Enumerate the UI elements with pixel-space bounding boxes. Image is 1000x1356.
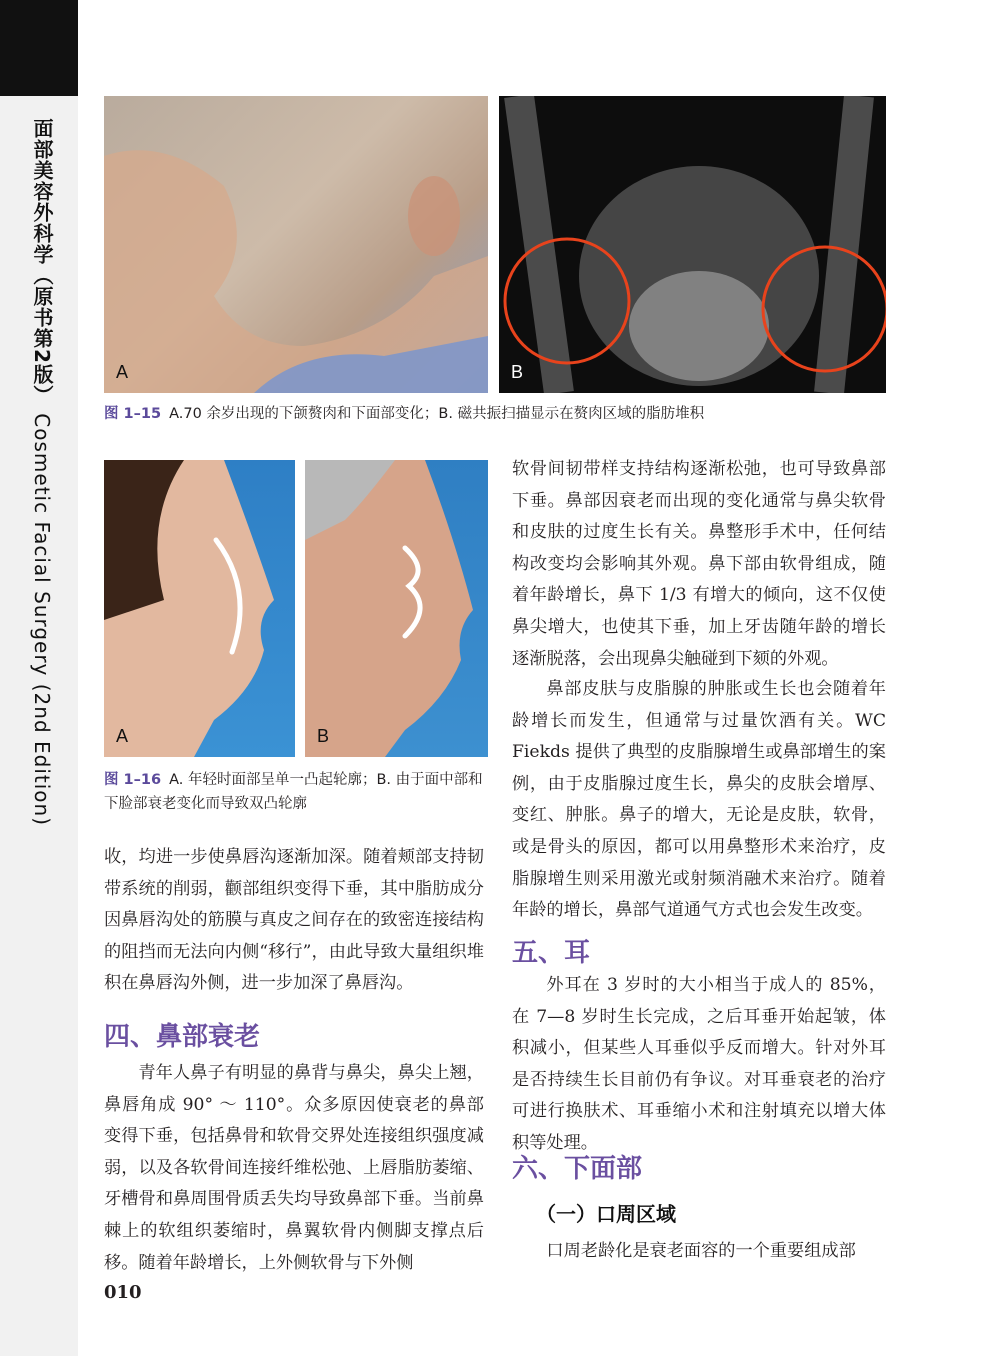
figure-label-b: B <box>511 362 524 382</box>
figure-label-a: A <box>116 726 129 746</box>
left-paragraph-2: 青年人鼻子有明显的鼻背与鼻尖，鼻尖上翘，鼻唇角成 90° ～ 110°。众多原因使衰老的鼻部变得下垂，包括鼻骨和软骨交界处连接组织强度减弱，以及各软骨间连接纤维松弛、上唇脂肪萎缩、牙槽骨和鼻周围骨质丢失均导致鼻部下垂。当前鼻棘上的软组织萎缩时，鼻翼软骨内侧脚支撑点后移。随着年龄增长，上外侧软骨与下外侧 <box>104 1063 484 1273</box>
figure-number: 图 1–15 <box>104 406 162 422</box>
right-paragraph-4: 口周老龄化是衰老面容的一个重要组成部 <box>546 1241 856 1261</box>
book-title-cn: 面部美容外科学（原书第2版） <box>30 118 54 406</box>
right-paragraph-3: 外耳在 3 岁时的大小相当于成人的 85%，在 7—8 岁时生长完成，之后耳垂开始起皱，体积减小，但某些人耳垂似乎反而增大。针对外耳是否持续生长目前仍有争议。对耳垂衰老的治疗可进行换肤术、耳垂缩小术和注射填充以增大体积等处理。 <box>512 975 886 1153</box>
right-paragraph-1: 软骨间韧带样支持结构逐渐松弛，也可导致鼻部下垂。鼻部因衰老而出现的变化通常与鼻尖软骨和皮肤的过度生长有关。鼻整形手术中，任何结构改变均会影响其外观。鼻下部由软骨组成，随着年龄增长，鼻下 1/3 有增大的倾向，这不仅使鼻尖增大，也使其下垂，加上牙齿随年龄的增长逐渐脱落，会出现鼻尖触碰到下颏的外观。 <box>512 459 886 669</box>
caption-text: A. 年轻时面部呈单一凸起轮廓；B. 由于面中部和下脸部衰老变化而导致双凸轮廓 <box>104 772 483 812</box>
section-heading-nose-aging: 四、鼻部衰老 <box>104 1022 261 1052</box>
right-paragraph-2: 鼻部皮肤与皮脂腺的肿胀或生长也会随着年龄增长而发生，但通常与过量饮酒有关。WC Fiekds 提供了典型的皮脂腺增生或鼻部增生的案例，由于皮脂腺过度生长，鼻尖的皮肤会增厚、变红、肿胀。鼻子的增大，无论是皮肤，软骨，或是骨头的原因，都可以用鼻整形术来治疗，皮脂腺增生则采用激光或射频消融术来治疗。随着年龄的增长，鼻部气道通气方式也会发生改变。 <box>512 679 886 921</box>
section-heading-lower-face: 六、下面部 <box>512 1154 643 1184</box>
left-paragraph-1: 收，均进一步使鼻唇沟逐渐加深。随着颊部支持韧带系统的削弱，颧部组织变得下垂，其中脂肪成分因鼻唇沟处的筋膜与真皮之间存在的致密连接结构的阻挡而无法向内侧“移行”，由此导致大量组织堆积在鼻唇沟外侧，进一步加深了鼻唇沟。 <box>104 847 484 994</box>
figure-1-15b-mri <box>499 96 886 393</box>
figure-1-16a-photo <box>104 460 295 757</box>
young-profile-illustration <box>104 460 295 757</box>
page-number: 010 <box>104 1282 142 1303</box>
caption-text: A.70 余岁出现的下颌赘肉和下面部变化；B. 磁共振扫描显示在赘肉区域的脂肪堆积 <box>169 406 705 422</box>
corner-block <box>0 0 78 96</box>
mri-scan-illustration <box>499 96 886 393</box>
figure-1-16b-photo <box>305 460 488 757</box>
aged-profile-illustration <box>305 460 488 757</box>
figure-1-15a-photo <box>104 96 488 393</box>
figure-label-b: B <box>317 726 330 746</box>
book-title-vertical <box>28 118 57 826</box>
subsection-heading-perioral: （一）口周区域 <box>536 1202 676 1226</box>
book-title-en: Cosmetic Facial Surgery (2nd Edition) <box>30 413 54 827</box>
figure-1-15-caption <box>104 402 894 426</box>
face-profile-illustration <box>104 96 488 393</box>
section-heading-ear: 五、耳 <box>512 938 591 968</box>
figure-number: 图 1–16 <box>104 772 162 788</box>
figure-label-a: A <box>116 362 129 382</box>
figure-1-16-caption <box>104 768 488 816</box>
